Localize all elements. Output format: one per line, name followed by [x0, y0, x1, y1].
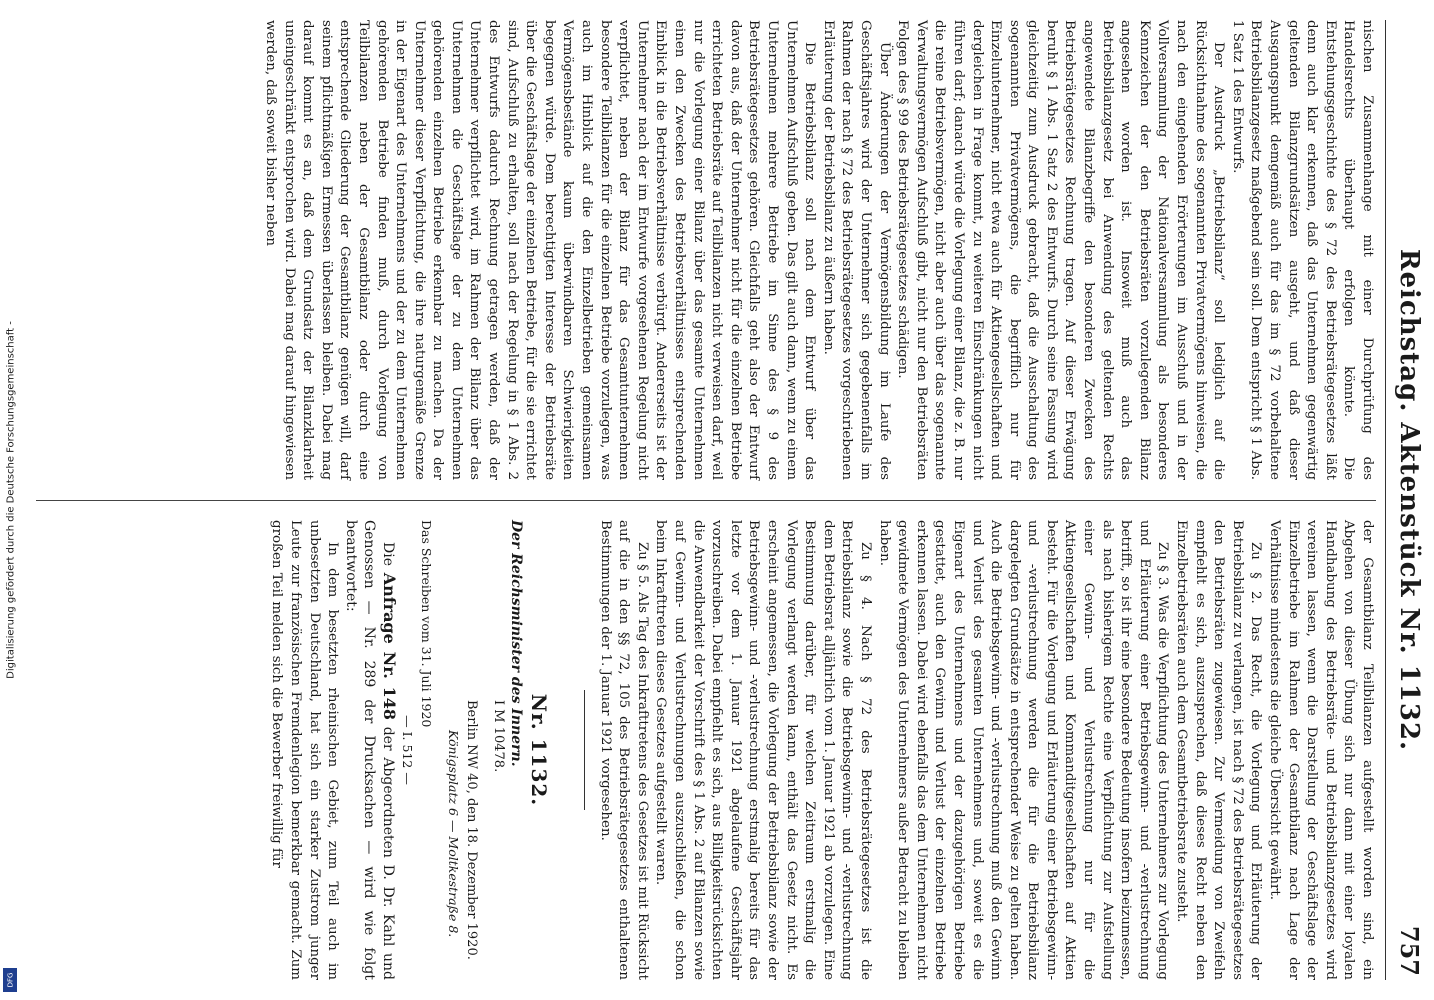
- left-column: [260, 20, 1376, 480]
- paragraph: der Gesamtbilanz Teilbilanzen aufgestellt worden sind, ein Abgehen von dieser Übung sich nur dann mit einer loyalen Handhabung des Betriebsräte- und Betriebsbilanzgesetzes wird vereinen lassen, wenn die Darstellung der Geschäftslage der Einzelbetriebe im Rahmen der Gesamtbilanz nach Lage der Verhältnisse mindestens die gleiche Übersicht gewährt.: [1267, 520, 1375, 980]
- paragraph: Der Ausdruck „Betriebsbilanz“ soll lediglich auf die Rücksichtnahme des sogenannten Privatvermögens hinweisen, die nach den eingehenden Erörterungen im Ausschuß und in der Vollversammlung der Nationalversammlung als besonderes Kennzeichen der den Betriebsräten vorzulegenden Bilanz angesehen worden ist. Insoweit muß auch das Betriebsbilanzgesetz bei Anwendung des geltenden Rechts angewendete Bilanzbegriffe den besonderen Zwecken des Betriebsrätegesetzes Rechnung tragen. Auf dieser Erwägung beruht § 1 Abs. 1 Satz 2 des Entwurfs. Durch seine Fassung wird gleichzeitig zum Ausdruck gebracht, daß die Ausschaltung des sogenannten Privatvermögens, die begrifflich nur für Einzelunternehmer, nicht etwa auch für Aktiengesellschaften und dergleichen in Frage kommt, zu weiteren Einschränkungen nicht führen darf; danach würde die Vorlegung einer Bilanz, die z. B. nur die reine Betriebsvermögen, nicht aber auch über das sogenannte Verwaltungsvermögen Aufschluß gibt, nicht nur den Betriebsräten Folgen des § 99 des Betriebsrätegesetzes schädigen.: [895, 20, 1227, 480]
- dfg-logo: [3, 968, 17, 992]
- address-line: Königsplatz 6 — Moltkestraße 8.: [445, 730, 461, 938]
- paragraph: Über Änderungen der Vermögensbildung im Laufe des Geschäftsjahres wird der Unternehmer sich gegebenenfalls im Rahmen der nach § 72 des Betriebsrätegesetzes vorgeschriebenen Erläuterung der Betriebsbilanz zu äußern haben.: [820, 20, 892, 480]
- place-date: Berlin NW 40, den 18. Dezember 1920.: [464, 700, 480, 960]
- reference-number: I M 10478.: [490, 700, 506, 773]
- paragraph: nischen Zusammenhange mit einer Durchprüfung des Handelsrechts überhaupt erfolgen könnte. Die Entstehungsgeschichte des § 72 des Betriebsrätegesetzes läßt denn auch klar erkennen, daß das Unternehmen gegenwärtig geltenden Bilanzgrundsätzen ausgeht, und daß dieser Ausgangspunkt demgemäß auch für das im § 72 vorbehaltene Betriebsbilanzgesetz maßgebend sein soll. Dem entspricht § 1 Abs. 1 Satz 1 des Entwurfs.: [1229, 20, 1375, 480]
- letter-line: Das Schreiben vom 31. Juli 1920: [419, 520, 435, 728]
- page-header: [1380, 20, 1430, 980]
- section-separator: [584, 690, 585, 810]
- page-number: 757: [1395, 925, 1424, 976]
- page-title: Reichstag. Aktenstück Nr. 1132.: [1394, 248, 1424, 752]
- right-column: [267, 520, 1376, 980]
- dfg-logo-text: DFG: [6, 972, 14, 988]
- paragraph: In dem besetzten rheinischen Gebiet, zum Teil auch im unbesetzten Deutschland, hat sich ein starker Zustrom junger Leute zur französischen Fremdenlegion bemerkbar gemacht. Zum großen Teil melden sich die Bewerber freiwillig für: [269, 520, 341, 980]
- paragraph: Die Betriebsbilanz soll nach dem Entwurf über das Unternehmen Aufschluß geben. Das gilt auch dann, wenn zu einem Unternehmen mehrere Betriebe im Sinne des § 9 des Betriebsrätegesetzes gehören. Gleichfalls geht also der Entwurf davon aus, daß der Unternehmer nicht für die einzelnen Betriebe errichteten Betriebsräte auf Teilbilanzen nicht verweisen darf, weil nur die Vorlegung einer Bilanz über das gesamte Unternehmen einen den Zwecken des Betriebsverhältnisses entsprechenden Einblick in die Betriebsverhältnisse verbürgt. Andererseits ist der Unternehmer nach der im Entwurfe vorgesehenen Regelung nicht verpflichtet, neben der Bilanz für das Gesamtunternehmen besondere Teilbilanzen für die einzelnen Betriebe vorzulegen, was auch im Hinblick auf die den Einzelbetrieben gemeinsamen Vermögensbestände kaum überwindbaren Schwierigkeiten begegnen würde. Dem berechtigten Interesse der Betriebsräte über die Geschäftslage der einzelnen Betriebe, für die sie errichtet sind, Aufschluß zu erhalten, soll nach der Regelung in § 1 Abs. 2 des Entwurfs dadurch Rechnung getragen werden, daß der Unternehmer verpflichtet wird, im Rahmen der Bilanz über das Unternehmen die Geschäftslage der zu dem Unternehmen gehörenden einzelnen Betriebe erkennbar zu machen. Da der Unternehmer dieser Verpflichtung, die ihre naturgemäße Grenze in der Eigenart des Unternehmens und der zu dem Unternehmen gehörenden Betriebe finden muß, durch Vorlegung von Teilbilanzen neben der Gesamtbilanz oder durch eine entsprechende Gliederung der Gesamtbilanz genügen will, darf seinem pflichtmäßigen Ermessen überlassen bleiben. Dabei mag darauf kommt es an, daß dem Grundsatz der Bilanzklarheit uneingeschränkt entsprochen wird. Dabei mag darauf hingewiesen werden, daß soweit bisher neben: [262, 20, 818, 480]
- paragraph: Zu § 5. Als Tag des Inkrafttretens des Gesetzes ist mit Rücksicht auf die in den §§ 72, 105 des Betriebsrätegesetzes enthaltenen Bestimmungen der 1. Januar 1921 vorgesehen.: [597, 520, 650, 981]
- anfrage-paragraph: [341, 520, 398, 980]
- paragraph: Zu § 2. Das Recht, die Vorlegung und Erläuterung der Betriebsbilanz zu verlangen, ist nach § 72 des Betriebsrätegesetzes den Betriebsräten zugewiesen. Zur Vermeidung von Zweifeln empfiehlt es sich, auszusprechen, daß dieses Recht neben den Einzelbetriebsräten auch dem Gesamtbetriebsrate zusteht.: [1174, 520, 1264, 980]
- column-divider: [36, 500, 1376, 501]
- header-rule: [1385, 20, 1386, 980]
- minister-line: Der Reichsminister des Innern.: [508, 520, 525, 767]
- document-page: [30, 20, 1430, 980]
- paragraph: Zu § 3. Was die Verpflichtung des Unternehmers zur Vorlegung und Erläuterung einer Betriebsgewinn- und -verlustrechnung betrifft, so ist ihr eine besondere Bedeutung insofern beizumessen, als nach bisherigem Rechte eine Verpflichtung zur Aufstellung einer Gewinn- und Verlustrechnung nur für die Aktiengesellschaften und Kommanditgesellschaften auf Aktien besteht. Für die Vorlegung und Erläuterung einer Betriebsgewinn- und -verlustrechnung werden die für die Betriebsbilanz dargelegten Grundsätze in entsprechender Weise zu gelten haben. Auch die Betriebsgewinn- und -verlustrechnung muß den Gewinn und Verlust des gesamten Unternehmens und, soweit es die Eigenart des Unternehmens und der dazugehörigen Betriebe gestattet, auch den Gewinn und Verlust der einzelnen Betriebe erkennen lassen. Dabei wird ebenfalls das dem Unternehmen nicht gewidmete Vermögen des Unternehmers außer Betracht zu bleiben haben.: [876, 520, 1171, 981]
- section-heading: Nr. 1132.: [527, 693, 552, 807]
- anfrage-text: der Abgeordneten D. Dr. Kahl und Genossen — Nr. 289 der Drucksachen — wird wie folgt beantwortet:: [342, 520, 396, 981]
- paragraph: Zu § 4. Nach § 72 des Betriebsrätegesetzes ist die Betriebsbilanz sowie die Betriebsgewinn- und -verlustrechnung dem Betriebsrat alljährlich vom 1. Januar 1921 ab vorzulegen. Eine Bestimmung darüber, für welchen Zeitraum erstmalig die Vorlegung verlangt werden kann, enthält das Gesetz nicht. Es erscheint angemessen, die Vorlegung der Betriebsbilanz sowie der Betriebsgewinn- und -verlustrechnung erstmalig bereits für das letzte vor dem 1. Januar 1921 abgelaufene Geschäftsjahr vorzuschreiben. Dabei empfiehlt es sich, aus Billigkeitsrücksichten die Anwendbarkeit der Vorschrift des § 1 Abs. 2 auf Bilanzen sowie auf Gewinn- und Verlustrechnungen auszuschließen, die schon beim Inkrafttreten dieses Gesetzes aufgestellt waren.: [653, 520, 873, 980]
- anfrage-prefix: Die: [379, 542, 396, 566]
- letter-number: — I. 512 —: [400, 715, 416, 785]
- digitization-note: Digitalisierung gefördert durch die Deutsche Forschungsgemeinschaft -: [5, 321, 17, 679]
- anfrage-number: Anfrage Nr. 148: [379, 572, 399, 720]
- digitization-sidebar: [0, 0, 22, 1000]
